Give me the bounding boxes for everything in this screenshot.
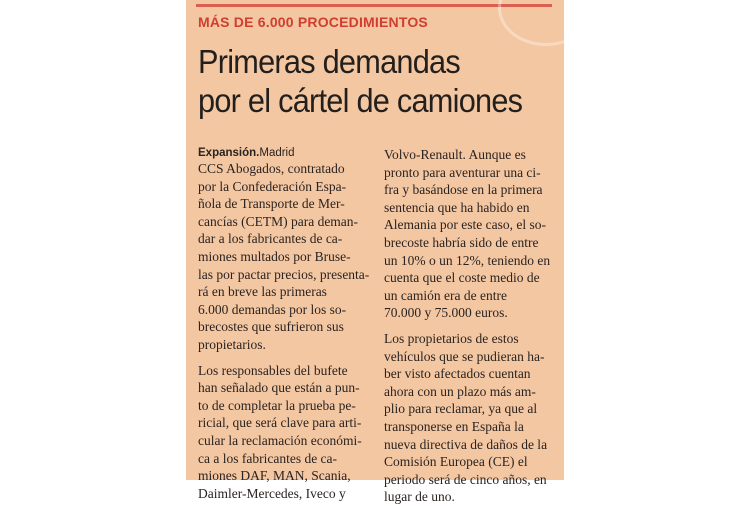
column-right (384, 146, 550, 506)
news-clipping (186, 0, 564, 505)
text-line: Comisión Europea (CE) el (384, 454, 528, 470)
column-left (198, 146, 370, 502)
text-line: Volvo-Renault. Aunque es (384, 147, 526, 162)
text-line: sentencia que ha habido en (384, 199, 530, 215)
text-line: cular la reclamación económi- (198, 432, 362, 448)
text-line: Los responsables del bufete (198, 362, 348, 378)
text-line: cuenta que el coste medio de (384, 270, 540, 286)
text-line: Daimler-Mercedes, Iveco y (198, 485, 346, 501)
text-line: dar a los fabricantes de ca- (198, 231, 343, 247)
text-line: to de completar la prueba pe- (198, 397, 356, 413)
text-line: propietarios. (198, 336, 266, 352)
kicker: MÁS DE 6.000 PROCEDIMIENTOS (198, 14, 428, 30)
text-line: rá en breve las primeras (198, 284, 327, 300)
text-line: un 10% o un 12%, teniendo en (384, 252, 551, 268)
text-line: brecoste habría sido de entre (384, 234, 539, 250)
text-line: plio para reclamar, ya que al (384, 401, 538, 417)
headline-line: por el cártel de camiones (198, 82, 523, 119)
text-line: fra y basándose en la primera (384, 182, 543, 198)
text-line: las por pactar precios, presenta- (198, 266, 370, 282)
text-line: cancías (CETM) para deman- (198, 213, 359, 229)
text-line: pronto para aventurar una ci- (384, 164, 541, 180)
text-line: ca a los fabricantes de ca- (198, 450, 338, 466)
byline (198, 146, 364, 160)
text-line: brecostes que sufrieron sus (198, 319, 344, 335)
text-line: ahora con un plazo más am- (384, 383, 536, 399)
text-line: Los propietarios de estos (384, 330, 519, 346)
text-line: ber visto afectados cuentan (384, 366, 531, 382)
text-line: miones multados por Bruse- (198, 248, 351, 264)
byline-city: Madrid (259, 147, 295, 159)
text-line: 6.000 demandas por los so- (198, 301, 347, 317)
text-line: CCS Abogados, contratado (198, 161, 345, 176)
text-line: un camión era de entre (384, 287, 507, 303)
headline-line: Primeras demandas (198, 43, 460, 80)
text-line: lugar de uno. (384, 489, 455, 505)
text-line: ñola de Transporte de Mer- (198, 196, 345, 212)
text-line: transponerse en España la (384, 418, 524, 434)
text-line: 70.000 y 75.000 euros. (384, 305, 508, 321)
top-rule (196, 4, 552, 7)
text-line: nueva directiva de daños de la (384, 436, 548, 452)
byline-source: Expansión. (198, 147, 260, 159)
headline (198, 42, 522, 120)
text-line: han señalado que están a pun- (198, 380, 360, 396)
text-line: vehículos que se pudieran ha- (384, 348, 545, 364)
text-line: miones DAF, MAN, Scania, (198, 468, 351, 484)
text-line: Alemania por este caso, el so- (384, 217, 546, 233)
text-line: ricial, que será clave para arti- (198, 415, 362, 431)
text-line: por la Confederación Espa- (198, 178, 347, 194)
text-line: periodo será de cinco años, en (384, 471, 547, 487)
